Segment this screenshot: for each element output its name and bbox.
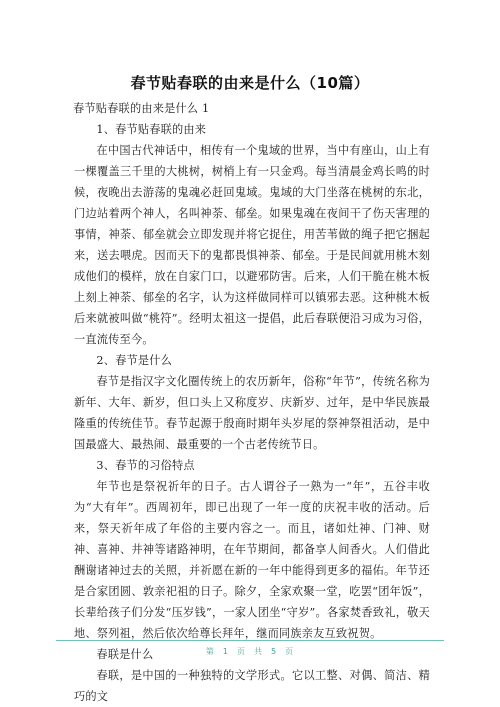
- total-unit: 页: [285, 647, 295, 656]
- footer-divider: [56, 640, 444, 641]
- subsection-heading: 2、春节是什么: [96, 354, 173, 367]
- page-footer: [0, 646, 500, 657]
- page-unit: 页: [237, 647, 246, 656]
- page-current: 1: [222, 647, 229, 656]
- document-title: 春节贴春联的由来是什么（10篇）: [130, 74, 370, 92]
- body-paragraph: 春联，是中国的一种独特的文学形式。它以工整、对偶、简洁、精巧的文: [74, 669, 430, 703]
- page-label: 第: [205, 647, 215, 656]
- section-heading: 春节贴春联的由来是什么 1: [73, 102, 210, 115]
- total-label: 共: [254, 647, 263, 656]
- subsection-heading: 1、春节贴春联的由来: [96, 123, 207, 136]
- document-body: [74, 98, 430, 707]
- body-paragraph: 在中国古代神话中，相传有一个鬼域的世界，当中有座山，山上有一棵覆盖三千里的大桃树，树梢上有一只金鸡。每当清晨金鸡长鸣的时候，夜晚出去游荡的鬼魂必赶回鬼域。鬼域的大门坐落在桃树的东北，门边站着两个神人，名叫神荼、郁垒。如果鬼魂在夜间干了伤天害理的事情，神荼、郁垒就会立即发现并将它捉住，用苦苇做的绳子把它捆起来，送去喂虎。因而天下的鬼都畏惧神荼、郁垒。于是民间就用桃木刻成他们的模样，放在自家门口，以避邪防害。后来，人们干脆在桃木板上刻上神荼、郁垒的名字，认为这样做同样可以镇邪去恶。这种桃木板后来就被叫做“桃符”。经明太祖这一提倡，此后春联便沿习成为习俗，一直流传至今。: [74, 144, 430, 346]
- page-total: 5: [271, 647, 278, 656]
- subsection-heading: 3、春节的习俗特点: [96, 459, 195, 472]
- subsection-heading: 春联是什么: [96, 648, 154, 661]
- body-paragraph: 年节也是祭祝祈年的日子。古人谓谷子一熟为一“年”，五谷丰收为“大有年”。西周初年，即已出现了一年一度的庆祝丰收的活动。后来，祭天祈年成了年俗的主要内容之一。而且，诸如灶神、门神、财神、喜神、井神等诸路神明，在年节期间，都备享人间香火。人们借此酬谢诸神过去的关照，并祈愿在新的一年中能得到更多的福佑。年节还是合家团圆、敦亲祀祖的日子。除夕，全家欢聚一堂，吃罢“团年饭”，长辈给孩子们分发“压岁钱”，一家人团坐“守岁”。各家焚香致礼，敬天地、祭列祖，然后依次给尊长拜年，继而同族亲友互致祝贺。: [74, 480, 430, 640]
- body-paragraph: 春节是指汉字文化圈传统上的农历新年，俗称“年节”，传统名称为新年、大年、新岁，但口头上又称度岁、庆新岁、过年，是中华民族最隆重的传统佳节。春节起源于殷商时期年头岁尾的祭神祭祖活动，是中国最盛大、最热闹、最重要的一个古老传统节日。: [74, 375, 430, 451]
